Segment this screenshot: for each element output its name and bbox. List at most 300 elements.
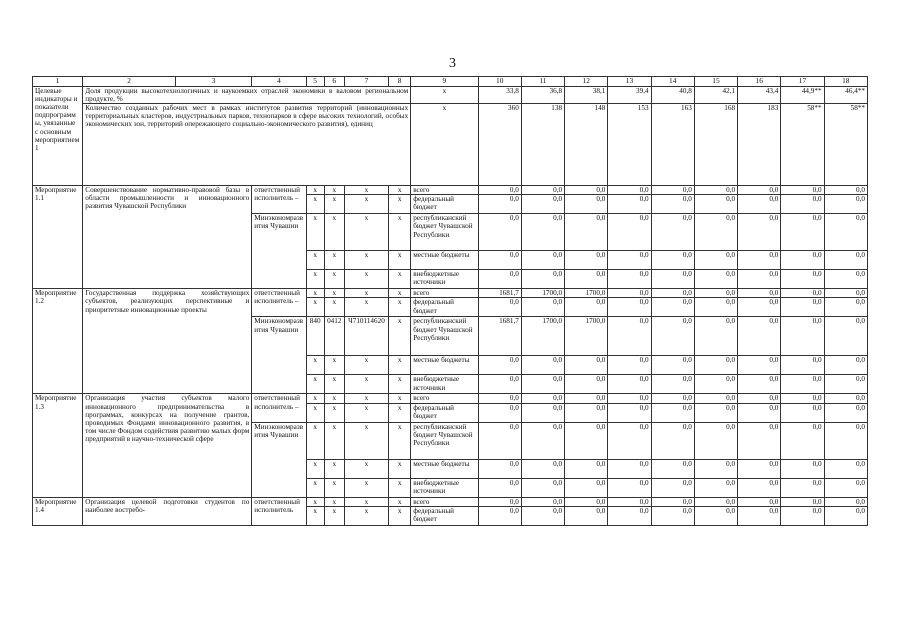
column-number-cell: 14	[651, 77, 694, 87]
value-cell: 0,0	[781, 403, 824, 422]
value-cell: 0,0	[651, 478, 694, 497]
value-cell: 0,0	[694, 375, 737, 394]
value-cell: 0,0	[694, 356, 737, 375]
budget-code-cell: x	[389, 375, 411, 394]
budget-code-cell: x	[389, 394, 411, 403]
value-cell: 0,0	[608, 270, 651, 289]
indicator-row	[33, 103, 868, 185]
measure-row	[33, 394, 868, 403]
value-cell: 0,0	[478, 185, 521, 194]
value-cell: 0,0	[521, 270, 564, 289]
value-cell: 0,0	[738, 497, 781, 506]
value-cell: 0,0	[824, 356, 867, 375]
value-cell: 0,0	[651, 459, 694, 478]
value-cell: 0,0	[781, 478, 824, 497]
budget-code-cell: x	[389, 497, 411, 506]
column-number-cell: 3	[175, 77, 251, 87]
value-cell: 0,0	[478, 394, 521, 403]
value-cell: 0,0	[824, 270, 867, 289]
budget-code-cell: x	[306, 270, 324, 289]
value-cell: 148	[565, 103, 608, 185]
budget-code-cell: x	[344, 506, 388, 525]
value-cell: 0,0	[521, 356, 564, 375]
value-cell: 0,0	[521, 195, 564, 214]
column-number-cell: 8	[389, 77, 411, 87]
budget-code-cell: x	[324, 506, 344, 525]
value-cell: 36,8	[521, 86, 564, 103]
value-cell: 0,0	[478, 270, 521, 289]
value-cell: 0,0	[565, 375, 608, 394]
budget-code-cell: x	[306, 251, 324, 270]
measure-name-cell: Организация целевой подготовки студентов по наиболее востребо-	[83, 497, 252, 525]
value-cell: 0,0	[521, 251, 564, 270]
value-cell: 0,0	[781, 298, 824, 317]
value-cell: 163	[651, 103, 694, 185]
budget-code-cell: x	[389, 214, 411, 251]
value-cell: 1681,7	[478, 289, 521, 298]
indicator-x-cell: x	[411, 86, 478, 103]
value-cell: 0,0	[478, 195, 521, 214]
budget-code-cell: x	[324, 195, 344, 214]
column-number-cell: 13	[608, 77, 651, 87]
budget-code-cell: x	[344, 478, 388, 497]
budget-code-cell: x	[389, 251, 411, 270]
value-cell: 46,4**	[824, 86, 867, 103]
value-cell: 0,0	[651, 403, 694, 422]
value-cell: 0,0	[565, 422, 608, 459]
budget-code-cell: x	[324, 422, 344, 459]
column-number-cell: 4	[252, 77, 306, 87]
indicator-text-cell: Доля продукции высокотехнологичных и наукоемких отраслей экономики в валовом региональном продукте, %	[83, 86, 411, 103]
budget-code-cell: x	[324, 270, 344, 289]
value-cell: 0,0	[824, 497, 867, 506]
indicator-text-cell: Количество созданных рабочих мест в рамках институтов развития территорий (инновационных территориальных кластеров, индустриальных парков, технопарков в сфере высоких технологий, особых экономических зон, территорий опережающего социально-экономического развития), единиц	[83, 103, 411, 185]
value-cell: 0,0	[478, 403, 521, 422]
value-cell: 1700,0	[521, 317, 564, 356]
value-cell: 0,0	[521, 185, 564, 194]
budget-code-cell: x	[389, 422, 411, 459]
value-cell: 0,0	[565, 394, 608, 403]
value-cell: 138	[521, 103, 564, 185]
value-cell: 0,0	[781, 375, 824, 394]
budget-code-cell: x	[389, 185, 411, 194]
value-cell: 0,0	[824, 214, 867, 251]
value-cell: 0,0	[521, 459, 564, 478]
value-cell: 0,0	[521, 422, 564, 459]
budget-code-cell: x	[324, 403, 344, 422]
value-cell: 42,1	[694, 86, 737, 103]
budget-code-cell: x	[389, 298, 411, 317]
measure-label-cell: Мероприятие 1.4	[33, 497, 83, 525]
value-cell: 39,4	[608, 86, 651, 103]
budget-code-cell: x	[324, 478, 344, 497]
value-cell: 0,0	[694, 394, 737, 403]
funding-source-cell: местные бюджеты	[411, 251, 478, 270]
page-number: 3	[449, 56, 456, 71]
funding-source-cell: республиканский бюджет Чувашской Республики	[411, 422, 478, 459]
value-cell: 0,0	[651, 317, 694, 356]
column-number-cell: 17	[781, 77, 824, 87]
executor-cell: Минэкономразвития Чувашии	[252, 422, 306, 497]
value-cell: 0,0	[565, 459, 608, 478]
budget-code-cell: x	[306, 214, 324, 251]
responsible-cell: ответственный исполнитель –	[252, 394, 306, 422]
budget-code-cell: x	[324, 459, 344, 478]
budget-code-cell: x	[344, 270, 388, 289]
value-cell: 0,0	[651, 214, 694, 251]
value-cell: 0,0	[781, 289, 824, 298]
value-cell: 0,0	[521, 478, 564, 497]
budget-code-cell: x	[306, 497, 324, 506]
value-cell: 0,0	[608, 214, 651, 251]
value-cell: 0,0	[478, 251, 521, 270]
budget-code-cell: x	[306, 356, 324, 375]
measure-row	[33, 497, 868, 506]
funding-source-cell: внебюджетные источники	[411, 478, 478, 497]
value-cell: 0,0	[824, 317, 867, 356]
value-cell: 0,0	[738, 270, 781, 289]
value-cell: 1700,0	[565, 289, 608, 298]
value-cell: 0,0	[608, 298, 651, 317]
value-cell: 0,0	[738, 195, 781, 214]
value-cell: 0,0	[565, 298, 608, 317]
value-cell: 0,0	[824, 289, 867, 298]
budget-code-cell: x	[324, 185, 344, 194]
column-number-cell: 16	[738, 77, 781, 87]
value-cell: 0,0	[608, 422, 651, 459]
value-cell: 0,0	[608, 375, 651, 394]
value-cell: 44,9**	[781, 86, 824, 103]
budget-code-cell: x	[306, 403, 324, 422]
value-cell: 0,0	[478, 214, 521, 251]
value-cell: 0,0	[781, 317, 824, 356]
value-cell: 38,1	[565, 86, 608, 103]
value-cell: 0,0	[565, 185, 608, 194]
column-number-cell: 5	[306, 77, 324, 87]
budget-code-cell: x	[306, 394, 324, 403]
column-number-cell: 10	[478, 77, 521, 87]
budget-code-cell: x	[306, 375, 324, 394]
funding-source-cell: республиканский бюджет Чувашской Республики	[411, 214, 478, 251]
value-cell: 0,0	[694, 214, 737, 251]
column-number-cell: 18	[824, 77, 867, 87]
value-cell: 0,0	[738, 298, 781, 317]
funding-source-cell: всего	[411, 497, 478, 506]
value-cell: 0,0	[651, 195, 694, 214]
value-cell: 0,0	[694, 289, 737, 298]
column-number-cell: 15	[694, 77, 737, 87]
column-number-cell: 9	[411, 77, 478, 87]
measure-label-cell: Мероприятие 1.2	[33, 289, 83, 394]
value-cell: 0,0	[738, 375, 781, 394]
value-cell: 0,0	[565, 270, 608, 289]
value-cell: 0,0	[824, 298, 867, 317]
value-cell: 0,0	[521, 214, 564, 251]
value-cell: 0,0	[738, 403, 781, 422]
budget-code-cell: x	[324, 356, 344, 375]
budget-code-cell: x	[344, 497, 388, 506]
value-cell: 0,0	[781, 251, 824, 270]
budget-code-cell: x	[306, 478, 324, 497]
funding-source-cell: всего	[411, 185, 478, 194]
table-body	[33, 77, 868, 526]
value-cell: 40,8	[651, 86, 694, 103]
funding-source-cell: внебюджетные источники	[411, 375, 478, 394]
value-cell: 0,0	[478, 497, 521, 506]
budget-code-cell: x	[389, 317, 411, 356]
budget-code-cell: x	[389, 403, 411, 422]
value-cell: 0,0	[651, 506, 694, 525]
value-cell: 0,0	[824, 459, 867, 478]
value-cell: 0,0	[694, 459, 737, 478]
value-cell: 0,0	[478, 375, 521, 394]
value-cell: 0,0	[608, 497, 651, 506]
budget-code-cell: x	[389, 195, 411, 214]
value-cell: 0,0	[738, 394, 781, 403]
value-cell: 0,0	[781, 506, 824, 525]
budget-code-cell: x	[306, 298, 324, 317]
value-cell: 1700,0	[565, 317, 608, 356]
column-number-cell: 6	[324, 77, 344, 87]
value-cell: 0,0	[694, 497, 737, 506]
value-cell: 0,0	[781, 195, 824, 214]
responsible-cell: ответственный исполнитель –	[252, 185, 306, 213]
value-cell: 0,0	[694, 195, 737, 214]
value-cell: 0,0	[781, 214, 824, 251]
indicator-row	[33, 86, 868, 103]
value-cell: 1681,7	[478, 317, 521, 356]
value-cell: 0,0	[478, 459, 521, 478]
column-number-cell: 11	[521, 77, 564, 87]
budget-code-cell: x	[324, 214, 344, 251]
value-cell: 0,0	[738, 478, 781, 497]
value-cell: 0,0	[694, 317, 737, 356]
budget-code-cell: x	[344, 356, 388, 375]
value-cell: 0,0	[565, 251, 608, 270]
budget-code-cell: x	[306, 459, 324, 478]
budget-code-cell: x	[306, 506, 324, 525]
indicator-label-cell: Целевые индикаторы и показатели подпрограммы, увязанные с основным мероприятием 1	[33, 86, 83, 185]
budget-code-cell: x	[306, 195, 324, 214]
value-cell: 0,0	[565, 506, 608, 525]
value-cell: 0,0	[694, 478, 737, 497]
budget-code-cell: x	[344, 375, 388, 394]
value-cell: 0,0	[694, 251, 737, 270]
budget-code-cell: x	[344, 214, 388, 251]
budget-code-cell: 0412	[324, 317, 344, 356]
value-cell: 0,0	[738, 185, 781, 194]
value-cell: 0,0	[781, 270, 824, 289]
budget-code-cell: x	[344, 459, 388, 478]
value-cell: 0,0	[738, 506, 781, 525]
responsible-cell: ответственный исполнитель –	[252, 289, 306, 317]
value-cell: 0,0	[824, 251, 867, 270]
measure-row	[33, 185, 868, 194]
value-cell: 0,0	[738, 289, 781, 298]
measure-label-cell: Мероприятие 1.3	[33, 394, 83, 497]
budget-code-cell: x	[389, 506, 411, 525]
funding-source-cell: местные бюджеты	[411, 459, 478, 478]
budget-code-cell: x	[324, 289, 344, 298]
value-cell: 0,0	[651, 375, 694, 394]
column-number-cell: 12	[565, 77, 608, 87]
budget-code-cell: x	[344, 195, 388, 214]
value-cell: 0,0	[824, 478, 867, 497]
value-cell: 0,0	[694, 298, 737, 317]
value-cell: 0,0	[565, 214, 608, 251]
funding-source-cell: всего	[411, 394, 478, 403]
value-cell: 0,0	[608, 403, 651, 422]
budget-code-cell: x	[389, 289, 411, 298]
value-cell: 0,0	[738, 251, 781, 270]
budget-code-cell: Ч710114620	[344, 317, 388, 356]
value-cell: 0,0	[478, 506, 521, 525]
value-cell: 0,0	[694, 185, 737, 194]
budget-code-cell: x	[344, 403, 388, 422]
value-cell: 0,0	[824, 506, 867, 525]
budget-code-cell: x	[344, 394, 388, 403]
value-cell: 0,0	[824, 185, 867, 194]
budget-code-cell: x	[324, 298, 344, 317]
value-cell: 0,0	[781, 356, 824, 375]
value-cell: 0,0	[694, 270, 737, 289]
measure-name-cell: Государственная поддержка хозяйствующих субъектов, реализующих перспективные и приоритетные инновационные проекты	[83, 289, 252, 394]
value-cell: 0,0	[608, 185, 651, 194]
value-cell: 0,0	[608, 394, 651, 403]
value-cell: 0,0	[651, 356, 694, 375]
value-cell: 33,8	[478, 86, 521, 103]
value-cell: 0,0	[608, 478, 651, 497]
column-number-cell: 1	[33, 77, 83, 87]
value-cell: 1700,0	[521, 289, 564, 298]
value-cell: 0,0	[565, 195, 608, 214]
value-cell: 58**	[824, 103, 867, 185]
value-cell: 0,0	[478, 298, 521, 317]
measure-label-cell: Мероприятие 1.1	[33, 185, 83, 288]
value-cell: 0,0	[694, 403, 737, 422]
value-cell: 0,0	[824, 422, 867, 459]
measure-name-cell: Совершенствование нормативно-правовой базы в области промышленности и инновационного развития Чувашской Республики	[83, 185, 252, 288]
value-cell: 0,0	[521, 394, 564, 403]
budget-code-cell: x	[389, 478, 411, 497]
budget-code-cell: x	[324, 251, 344, 270]
value-cell: 43,4	[738, 86, 781, 103]
funding-source-cell: внебюджетные источники	[411, 270, 478, 289]
measure-name-cell: Организация участия субъектов малого инновационного предпринимательства в программах, конкурсах на получение грантов, проводимых Фондами инновационного развития, в том числе Фондом содействия развитию малых форм предприятий в научно-технической сфере	[83, 394, 252, 497]
funding-source-cell: республиканский бюджет Чувашской Республики	[411, 317, 478, 356]
budget-code-cell: x	[324, 375, 344, 394]
value-cell: 0,0	[608, 195, 651, 214]
measure-row	[33, 289, 868, 298]
value-cell: 0,0	[738, 459, 781, 478]
value-cell: 0,0	[738, 317, 781, 356]
value-cell: 0,0	[565, 497, 608, 506]
value-cell: 0,0	[608, 459, 651, 478]
value-cell: 0,0	[824, 394, 867, 403]
value-cell: 0,0	[824, 195, 867, 214]
value-cell: 0,0	[781, 422, 824, 459]
value-cell: 0,0	[694, 422, 737, 459]
funding-source-cell: федеральный бюджет	[411, 506, 478, 525]
program-table	[32, 76, 868, 526]
value-cell: 0,0	[608, 317, 651, 356]
column-number-cell: 2	[83, 77, 176, 87]
executor-cell: Минэкономразвития Чувашии	[252, 214, 306, 289]
value-cell: 0,0	[694, 506, 737, 525]
value-cell: 0,0	[781, 459, 824, 478]
value-cell: 0,0	[608, 356, 651, 375]
value-cell: 58**	[781, 103, 824, 185]
value-cell: 0,0	[651, 251, 694, 270]
value-cell: 0,0	[565, 478, 608, 497]
value-cell: 0,0	[521, 298, 564, 317]
value-cell: 0,0	[521, 497, 564, 506]
funding-source-cell: всего	[411, 289, 478, 298]
value-cell: 0,0	[565, 356, 608, 375]
value-cell: 153	[608, 103, 651, 185]
value-cell: 0,0	[521, 403, 564, 422]
budget-code-cell: x	[344, 251, 388, 270]
budget-code-cell: x	[344, 298, 388, 317]
value-cell: 0,0	[565, 403, 608, 422]
value-cell: 0,0	[781, 497, 824, 506]
value-cell: 0,0	[521, 506, 564, 525]
value-cell: 183	[738, 103, 781, 185]
funding-source-cell: федеральный бюджет	[411, 195, 478, 214]
value-cell: 0,0	[608, 251, 651, 270]
value-cell: 168	[694, 103, 737, 185]
value-cell: 0,0	[651, 289, 694, 298]
budget-code-cell: x	[324, 394, 344, 403]
value-cell: 0,0	[738, 214, 781, 251]
budget-code-cell: x	[389, 356, 411, 375]
value-cell: 360	[478, 103, 521, 185]
value-cell: 0,0	[651, 422, 694, 459]
value-cell: 0,0	[824, 403, 867, 422]
budget-code-cell: x	[344, 185, 388, 194]
column-number-cell: 7	[344, 77, 388, 87]
responsible-cell: ответственный исполнитель	[252, 497, 306, 525]
funding-source-cell: местные бюджеты	[411, 356, 478, 375]
value-cell: 0,0	[824, 375, 867, 394]
value-cell: 0,0	[651, 298, 694, 317]
funding-source-cell: федеральный бюджет	[411, 298, 478, 317]
value-cell: 0,0	[608, 289, 651, 298]
budget-code-cell: x	[306, 289, 324, 298]
indicator-x-cell: x	[411, 103, 478, 185]
funding-source-cell: федеральный бюджет	[411, 403, 478, 422]
value-cell: 0,0	[738, 422, 781, 459]
budget-code-cell: x	[389, 459, 411, 478]
value-cell: 0,0	[478, 356, 521, 375]
value-cell: 0,0	[651, 185, 694, 194]
budget-code-cell: x	[344, 289, 388, 298]
budget-code-cell: x	[344, 422, 388, 459]
budget-code-cell: 840	[306, 317, 324, 356]
value-cell: 0,0	[478, 478, 521, 497]
value-cell: 0,0	[608, 506, 651, 525]
budget-code-cell: x	[389, 270, 411, 289]
value-cell: 0,0	[478, 422, 521, 459]
budget-code-cell: x	[324, 497, 344, 506]
value-cell: 0,0	[738, 356, 781, 375]
value-cell: 0,0	[781, 185, 824, 194]
value-cell: 0,0	[781, 394, 824, 403]
value-cell: 0,0	[651, 394, 694, 403]
budget-code-cell: x	[306, 422, 324, 459]
executor-cell: Минэкономразвития Чувашии	[252, 317, 306, 394]
value-cell: 0,0	[651, 270, 694, 289]
